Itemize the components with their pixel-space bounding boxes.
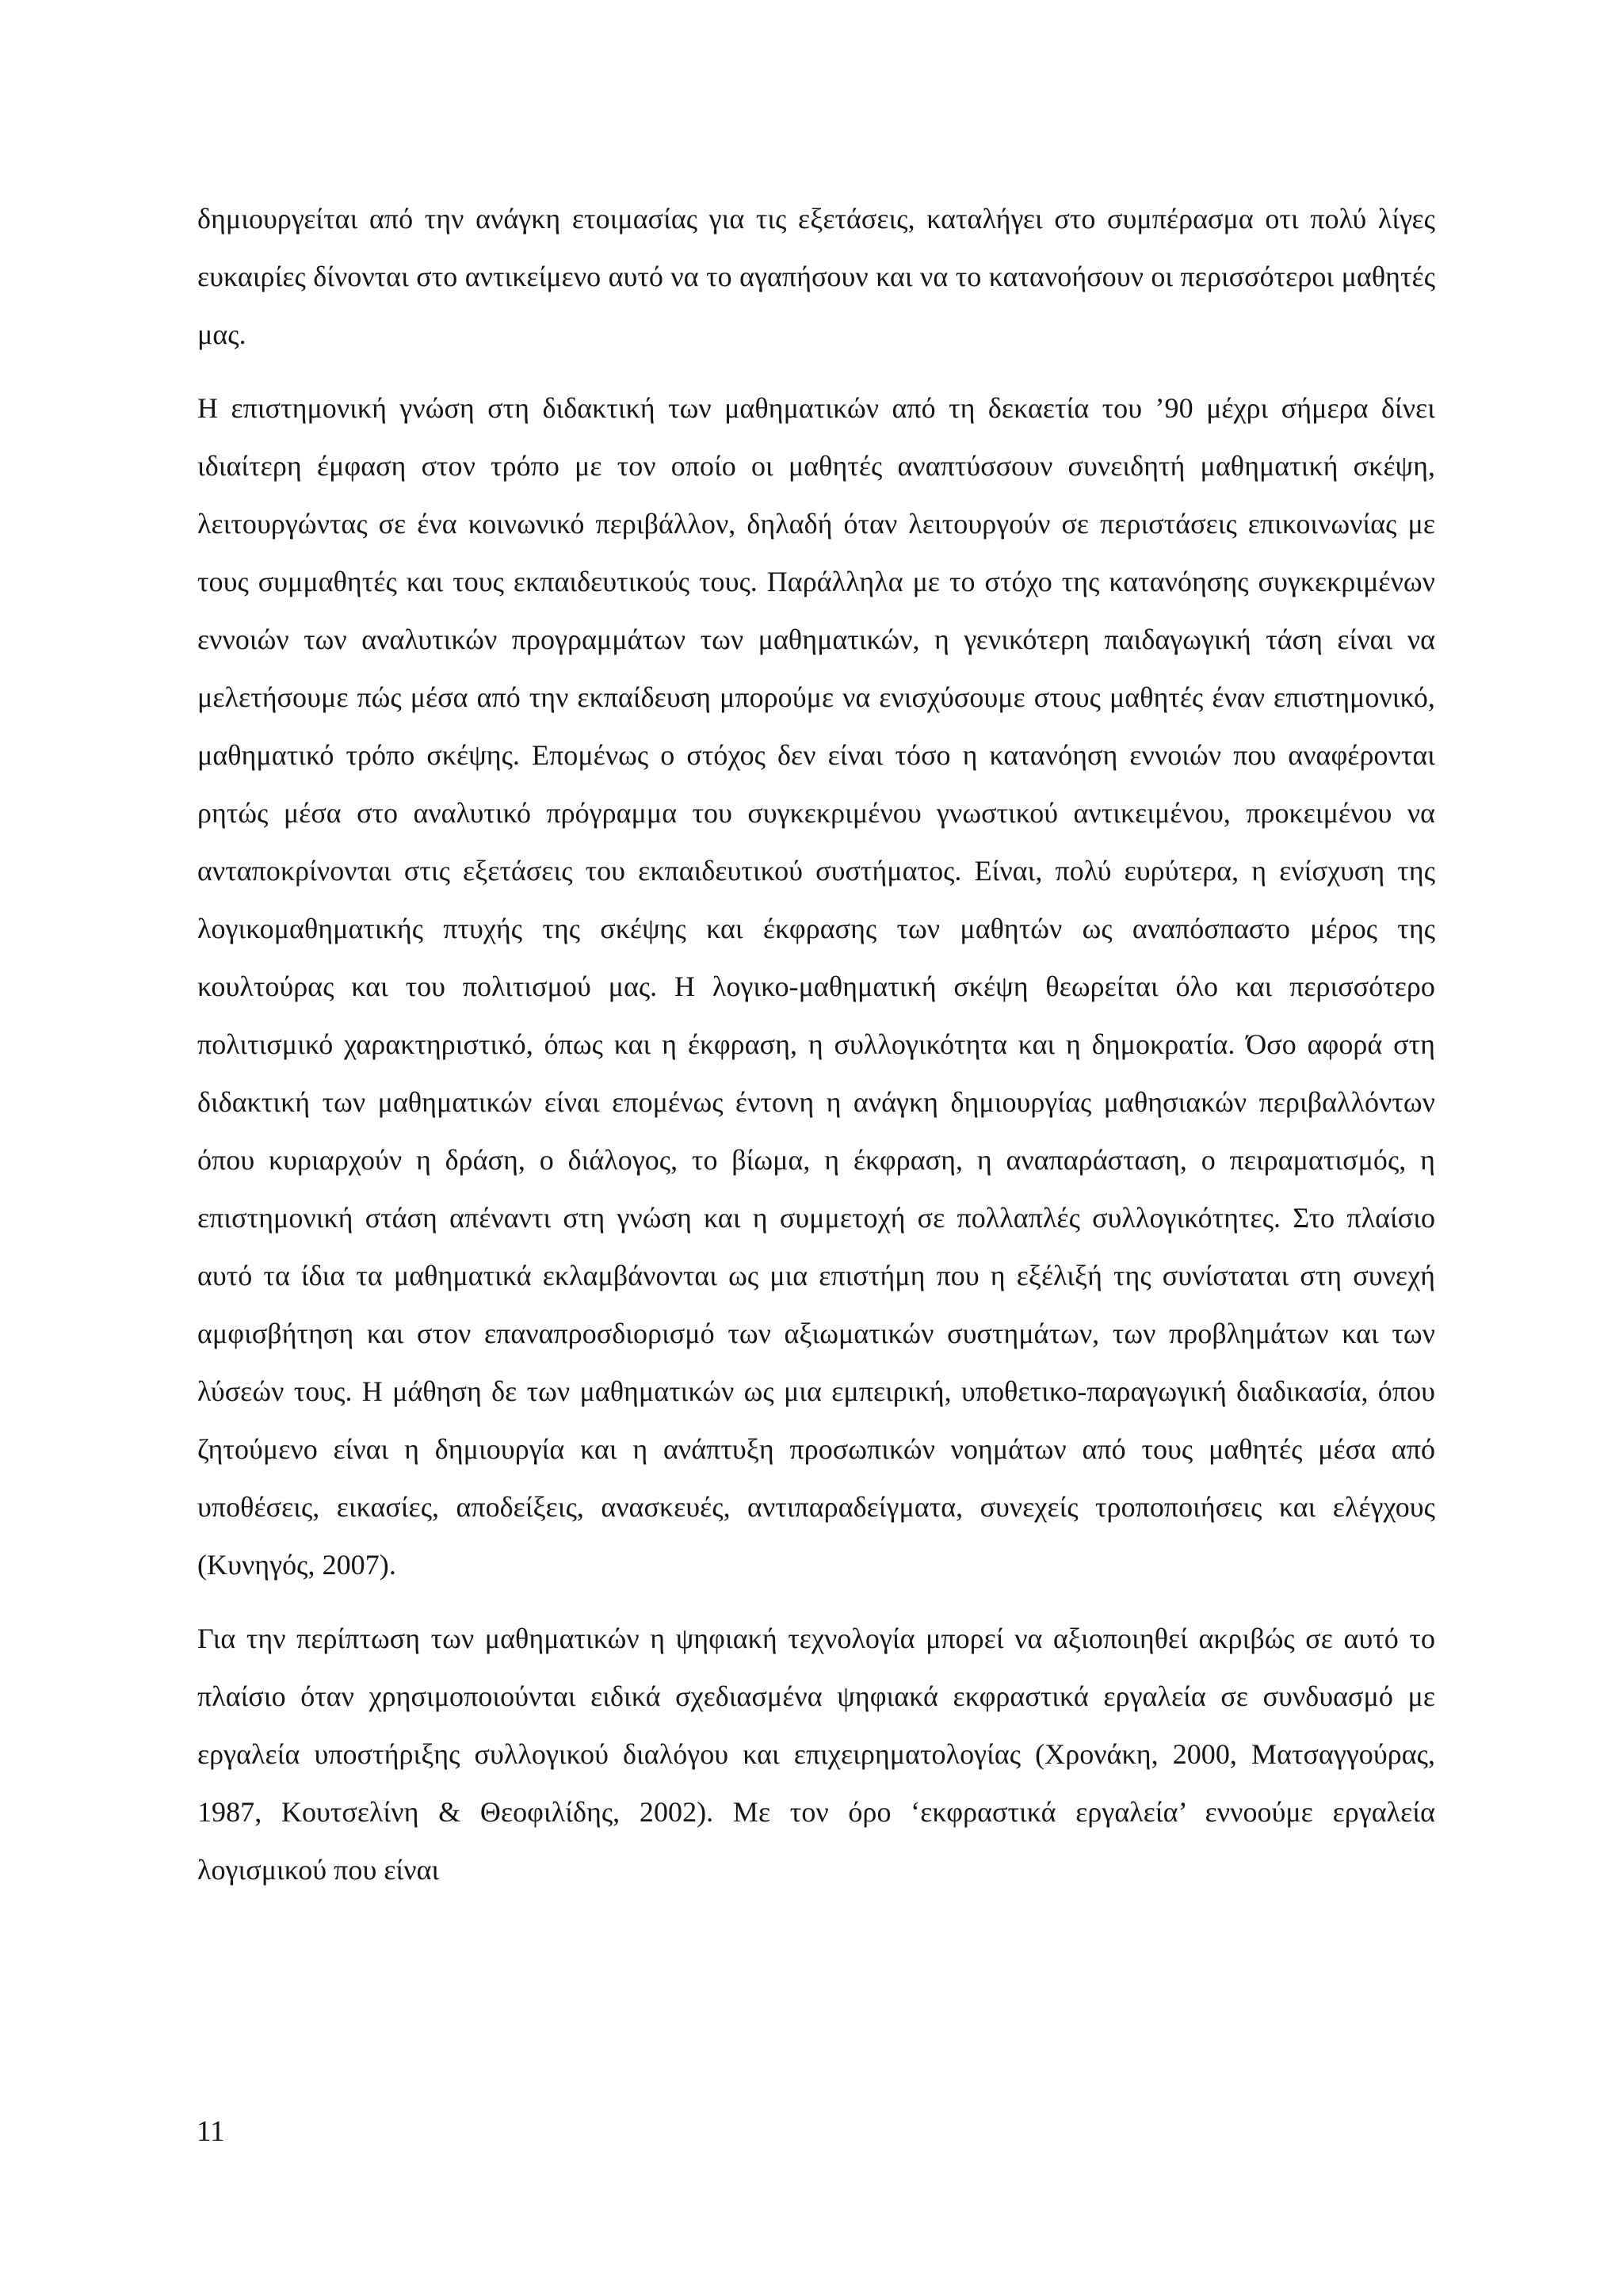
body-text	[197, 190, 1435, 1915]
paragraph-3: Για την περίπτωση των μαθηματικών η ψηφιακή τεχνολογία μπορεί να αξιοποιηθεί ακριβώς σε αυτό το πλαίσιο όταν χρησιμοποιούνται ειδικά σχεδιασμένα ψηφιακά εκφραστικά εργαλεία σε συνδυασμό με εργαλεία υποστήριξης συλλογικού διαλόγου και επιχειρηματολογίας (Χρονάκη, 2000, Ματσαγγούρας, 1987, Κουτσελίνη & Θεοφιλίδης, 2002). Με τον όρο ‘εκφραστικά εργαλεία’ εννοούμε εργαλεία λογισμικού που είναι	[197, 1623, 1435, 1886]
paragraph-2: Η επιστημονική γνώση στη διδακτική των μαθηματικών από τη δεκαετία του ’90 μέχρι σήμερα δίνει ιδιαίτερη έμφαση στον τρόπο με τον οποίο οι μαθητές αναπτύσσουν συνειδητή μαθηματική σκέψη, λειτουργώντας σε ένα κοινωνικό περιβάλλον, δηλαδή όταν λειτουργούν σε περιστάσεις επικοινωνίας με τους συμμαθητές και τους εκπαιδευτικούς τους. Παράλληλα με το στόχο της κατανόησης συγκεκριμένων εννοιών των αναλυτικών προγραμμάτων των μαθηματικών, η γενικότερη παιδαγωγική τάση είναι να μελετήσουμε πώς μέσα από την εκπαίδευση μπορούμε να ενισχύσουμε στους μαθητές έναν επιστημονικό, μαθηματικό τρόπο σκέψης. Επομένως ο στόχος δεν είναι τόσο η κατανόηση εννοιών που αναφέρονται ρητώς μέσα στο αναλυτικό πρόγραμμα του συγκεκριμένου γνωστικού αντικειμένου, προκειμένου να ανταποκρίνονται στις εξετάσεις του εκπαιδευτικού συστήματος. Είναι, πολύ ευρύτερα, η ενίσχυση της λογικομαθηματικής πτυχής της σκέψης και έκφρασης των μαθητών ως αναπόσπαστο μέρος της κουλτούρας και του πολιτισμού μας. Η λογικο-μαθηματική σκέψη θεωρείται όλο και περισσότερο πολιτισμικό χαρακτηριστικό, όπως και η έκφραση, η συλλογικότητα και η δημοκρατία. Όσο αφορά στη διδακτική των μαθηματικών είναι επομένως έντονη η ανάγκη δημιουργίας μαθησιακών περιβαλλόντων όπου κυριαρχούν η δράση, ο διάλογος, το βίωμα, η έκφραση, η αναπαράσταση, ο πειραματισμός, η επιστημονική στάση απέναντι στη γνώση και η συμμετοχή σε πολλαπλές συλλογικότητες. Στο πλαίσιο αυτό τα ίδια τα μαθηματικά εκλαμβάνονται ως μια επιστήμη που η εξέλιξή της συνίσταται στη συνεχή αμφισβήτηση και στον επαναπροσδιορισμό των αξιωματικών συστημάτων, των προβλημάτων και των λύσεών τους. Η μάθηση δε των μαθηματικών ως μια εμπειρική, υποθετικο-παραγωγική διαδικασία, όπου ζητούμενο είναι η δημιουργία και η ανάπτυξη προσωπικών νοημάτων από τους μαθητές μέσα από υποθέσεις, εικασίες, αποδείξεις, ανασκευές, αντιπαραδείγματα, συνεχείς τροποποιήσεις και ελέγχους (Κυνηγός, 2007).	[197, 392, 1435, 1581]
page-number: 11	[197, 2115, 225, 2148]
paragraph-1: δημιουργείται από την ανάγκη ετοιμασίας για τις εξετάσεις, καταλήγει στο συμπέρασμα οτι πολύ λίγες ευκαιρίες δίνονται στο αντικείμενο αυτό να το αγαπήσουν και να το κατανοήσουν οι περισσότεροι μαθητές μας.	[197, 203, 1435, 350]
